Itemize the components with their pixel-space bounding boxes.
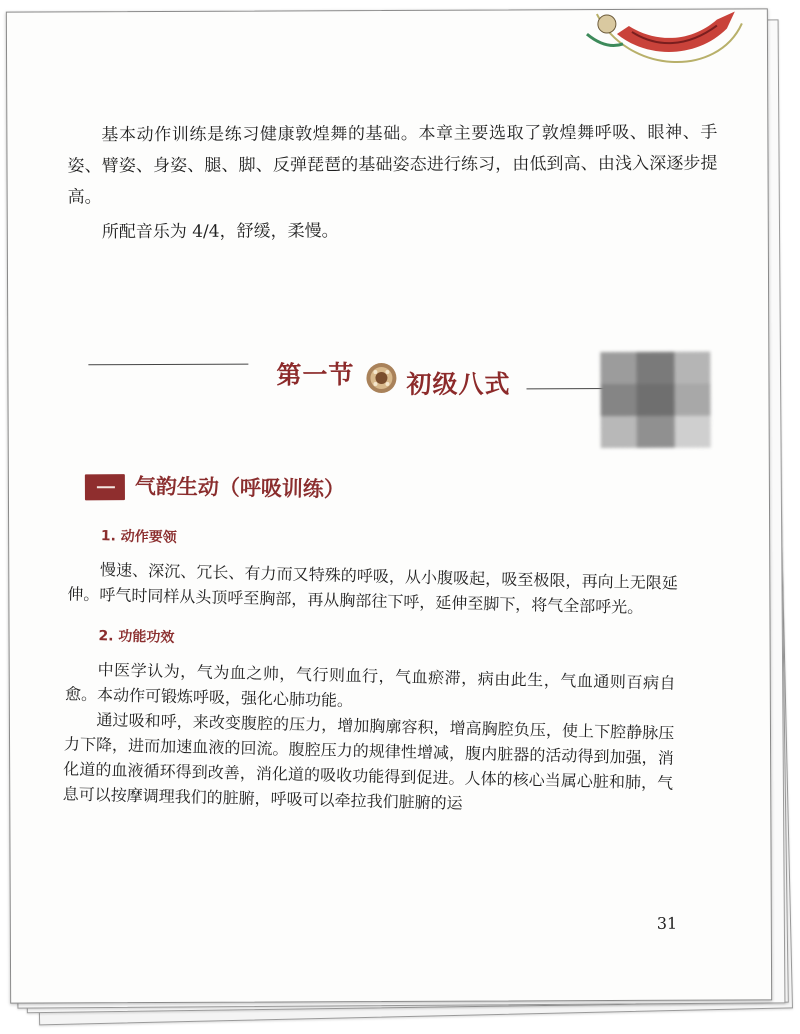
intro-paragraph-1: 基本动作训练是练习健康敦煌舞的基础。本章主要选取了敦煌舞呼吸、眼神、手姿、臂姿、身姿、腿、脚、反弹琵琶的基础姿态进行练习，由低到高、由浅入深逐步提高。 [67,122,718,208]
section-title: 初级八式 [406,369,511,399]
medallion-icon [364,361,398,395]
section-rule-left [88,364,248,366]
dunhuang-ornament-image [577,3,747,74]
paragraph-benefits-2: 通过吸和呼，来改变腹腔的压力，增加胸廓容积，增高胸腔负压，使上下腔静脉压力下降，进而加速血液的回流。腹腔压力的规律性增减，腹内脏器的活动得到加强，消化道的血液循环得到改善，消化道的吸收功能得到促进。人体的核心当属心脏和肺，气息可以按摩调理我们的脏腑，呼吸可以牵拉我们脏腑的运 [62,710,675,813]
intro-text [67,118,718,249]
page-number: 31 [656,913,678,933]
section-heading [88,350,628,398]
subsection-marker-icon [85,474,125,500]
intro-paragraph-2: 所配音乐为 4/4，舒缓，柔慢。 [101,221,339,243]
book-page [6,8,772,1003]
heading-benefits: 2. 功能功效 [98,628,175,646]
subsection-title: 气韵生动（呼吸训练） [134,473,346,502]
heading-essentials: 1. 动作要领 [100,528,177,546]
subsection-body [62,524,678,820]
paragraph-essentials: 慢速、深沉、冗长、有力而又特殊的呼吸，从小腹吸起，吸至极限，再向上无限延伸。呼气时同样从头顶呼至胸部，再从胸部往下呼，延伸至脚下，将气全部呼光。 [67,560,679,617]
section-number: 第一节 [276,360,355,390]
blurred-image-region [600,352,710,448]
paragraph-benefits-1: 中医学认为，气为血之帅，气行则血行，气血瘀滞，病由此生，气血通则百病自愈。本动作可锻炼呼吸，强化心肺功能。 [64,660,676,711]
